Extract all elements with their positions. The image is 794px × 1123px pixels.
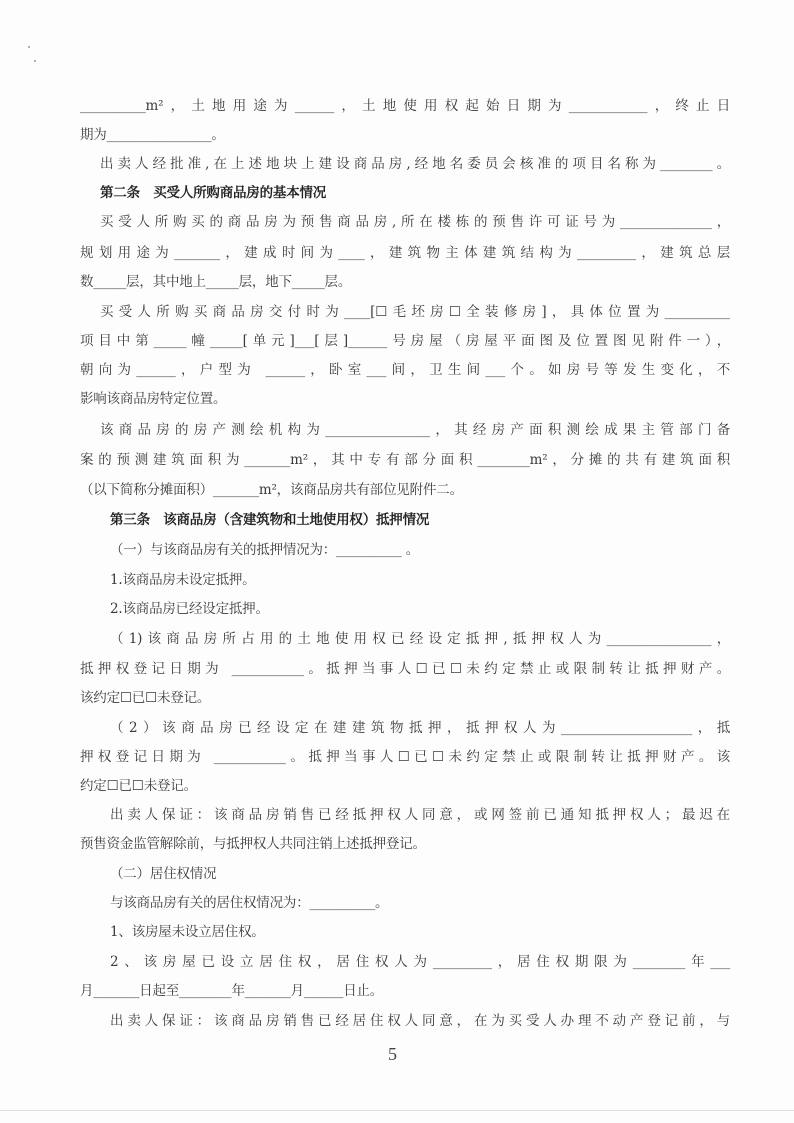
text-line: 出卖人保证：该商品房销售已经居住权人同意，在为买受人办理不动产登记前，与 — [110, 1013, 730, 1029]
text-line: 买受人所购买的商品房为预售商品房,所在楼栋的预售许可证号为______________， — [100, 214, 730, 230]
text-line: （1)该商品房所占用的土地使用权已经设定抵押,抵押权人为________________， — [110, 631, 730, 647]
subsection-heading: （二）居住权情况 — [110, 866, 217, 882]
text-line: 预售资金监管解除前，与抵押权人共同注销上述抵押登记。 — [80, 836, 426, 852]
scan-speck — [28, 46, 30, 48]
text-line: 抵押权登记日期为 ___________。抵押当事人☐已☐未约定禁止或限制转让抵押财产。 — [80, 661, 730, 677]
text-line: （2）该商品房已经设定在建建筑物抵押，抵押权人为____________________，抵 — [110, 720, 730, 736]
text-line: 案的预测建筑面积为_______m²，其中专有部分面积________m²，分摊的共有建筑面积 — [80, 452, 730, 468]
text-line: 影响该商品房特定位置。 — [80, 391, 227, 407]
text-line: 数_____层，其中地上_____层，地下_____层。 — [80, 274, 352, 290]
scan-speck — [34, 60, 36, 62]
text-line: 期为________________。 — [80, 127, 225, 143]
page-number: 5 — [388, 1044, 397, 1064]
text-line: 买受人所购买商品房交付时为____[☐毛坯房☐全装修房]，具体位置为__________ — [100, 304, 730, 320]
section-heading: 第三条 该商品房（含建筑物和土地使用权）抵押情况 — [110, 512, 430, 528]
section-heading: 第二条 买受人所购商品房的基本情况 — [100, 185, 327, 201]
text-line: 出卖人经批准,在上述地块上建设商品房,经地名委员会核准的项目名称为________。 — [100, 156, 730, 172]
text-line: __________m²，土地用途为______，土地使用权起始日期为____________，终止日 — [80, 98, 730, 114]
text-line: 出卖人保证：该商品房销售已经抵押权人同意，或网签前已通知抵押权人；最迟在 — [110, 807, 730, 823]
text-line: 2.该商品房已经设定抵押。 — [110, 601, 269, 617]
text-line: 月_______日起至________年_______月______日止。 — [80, 983, 384, 999]
text-line: （一）与该商品房有关的抵押情况为：__________ 。 — [110, 542, 419, 558]
text-line: 约定☐已☐未登记。 — [80, 778, 197, 794]
page-bottom-edge — [0, 1110, 794, 1111]
text-line: 1.该商品房未设定抵押。 — [110, 572, 256, 588]
text-line: 1、该房屋未设立居住权。 — [110, 924, 265, 940]
text-line: 朝向为______，户型为 ______，卧室___间，卫生间___个。如房号等发生变化，不 — [80, 362, 730, 378]
text-line: （以下简称分摊面积）_______m²，该商品房共有部位见附件二。 — [80, 482, 463, 498]
text-line: 与该商品房有关的居住权情况为：__________。 — [110, 895, 389, 911]
text-line: 押权登记日期为 ___________。抵押当事人☐已☐未约定禁止或限制转让抵押财产。该 — [80, 749, 730, 765]
text-line: 该商品房的房产测绘机构为________________，其经房产面积测绘成果主管部门备 — [100, 422, 730, 438]
text-line: 规划用途为_______，建成时间为____，建筑物主体建筑结构为_________，建筑总层 — [80, 245, 730, 261]
text-line: 该约定☐已☐未登记。 — [80, 690, 211, 706]
text-line: 2、该房屋已设立居住权，居住权人为_________，居住权期限为________年___ — [110, 954, 730, 970]
text-line: 项目中第_____幢_____[单元]___[层]______号房屋（房屋平面图及位置图见附件一）， — [80, 333, 730, 349]
